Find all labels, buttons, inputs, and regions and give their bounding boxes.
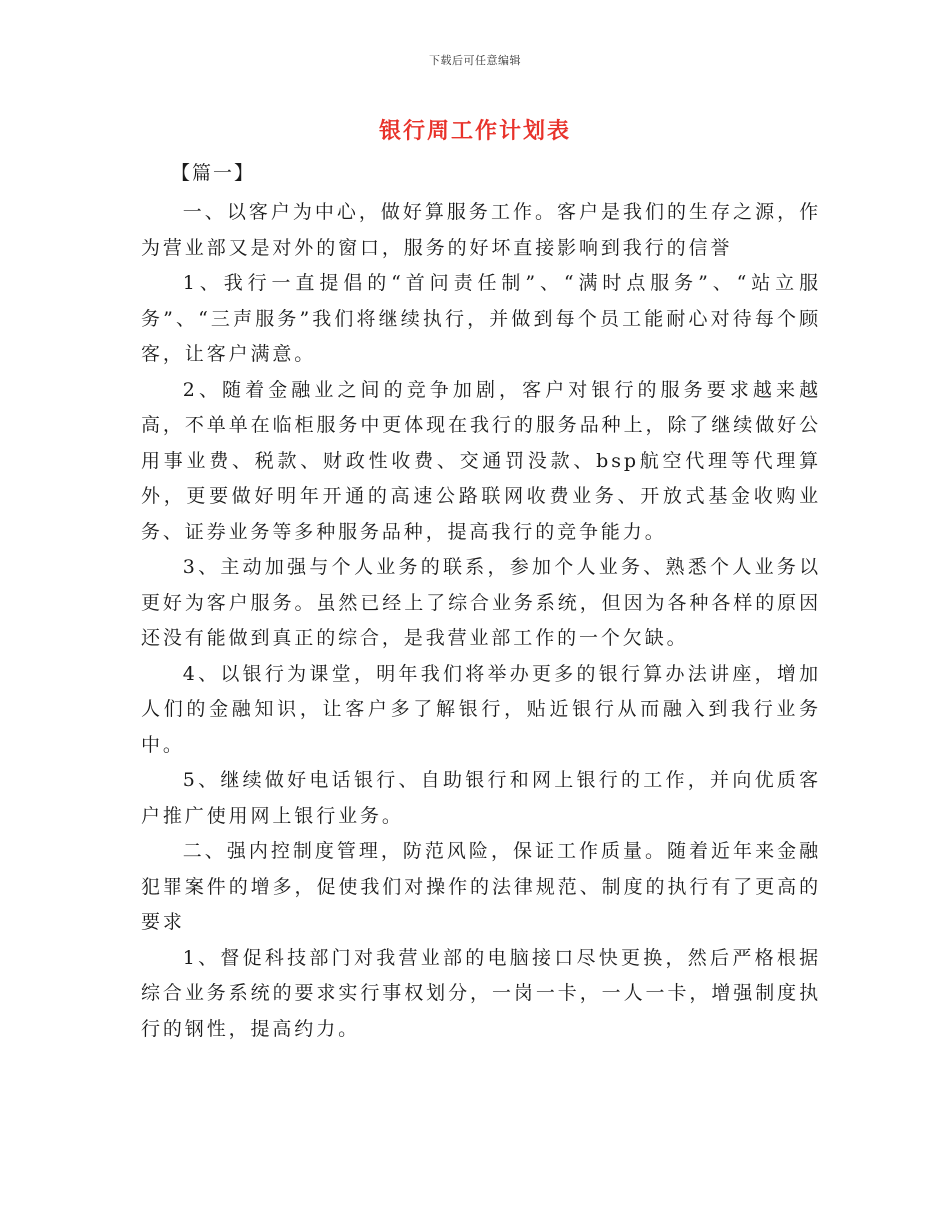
document-body: [141, 195, 821, 1047]
paragraph-item-5: 5、继续做好电话银行、自助银行和网上银行的工作，并向优质客户推广使用网上银行业务。: [141, 769, 821, 827]
paragraph-item-1: 1、我行一直提倡的“首问责任制”、“满时点服务”、“站立服务”、“三声服务”我们将继续执行，并做到每个员工能耐心对待每个顾客，让客户满意。: [141, 272, 821, 365]
document-title: 银行周工作计划表: [378, 119, 571, 144]
section-label: 【篇一】: [171, 162, 256, 184]
paragraph-service-intro: 一、以客户为中心，做好算服务工作。客户是我们的生存之源，作为营业部又是对外的窗口，服务的好坏直接影响到我行的信誉: [141, 201, 821, 259]
paragraph-control-item-1: 1、督促科技部门对我营业部的电脑接口尽快更换，然后严格根据综合业务系统的要求实行事权划分，一岗一卡，一人一卡，增强制度执行的钢性，提高约力。: [141, 946, 821, 1040]
page-header-note: 下载后可任意编辑: [429, 54, 521, 67]
paragraph-item-4: 4、以银行为课堂，明年我们将举办更多的银行算办法讲座，增加人们的金融知识，让客户多了解银行，贴近银行从而融入到我行业务中。: [141, 662, 821, 756]
paragraph-item-3: 3、主动加强与个人业务的联系，参加个人业务、熟悉个人业务以更好为客户服务。虽然已经上了综合业务系统，但因为各种各样的原因还没有能做到真正的综合，是我营业部工作的一个欠缺。: [141, 556, 821, 649]
paragraph-control-intro: 二、强内控制度管理，防范风险，保证工作质量。随着近年来金融犯罪案件的增多，促使我们对操作的法律规范、制度的执行有了更高的要求: [141, 840, 821, 933]
paragraph-item-2: 2、随着金融业之间的竞争加剧，客户对银行的服务要求越来越高，不单单在临柜服务中更体现在我行的服务品种上，除了继续做好公用事业费、税款、财政性收费、交通罚没款、bsp航空代理等代理算外，更要做好明年开通的高速公路联网收费业务、开放式基金收购业务、证券业务等多种服务品种，提高我行的竞争能力。: [141, 378, 821, 543]
